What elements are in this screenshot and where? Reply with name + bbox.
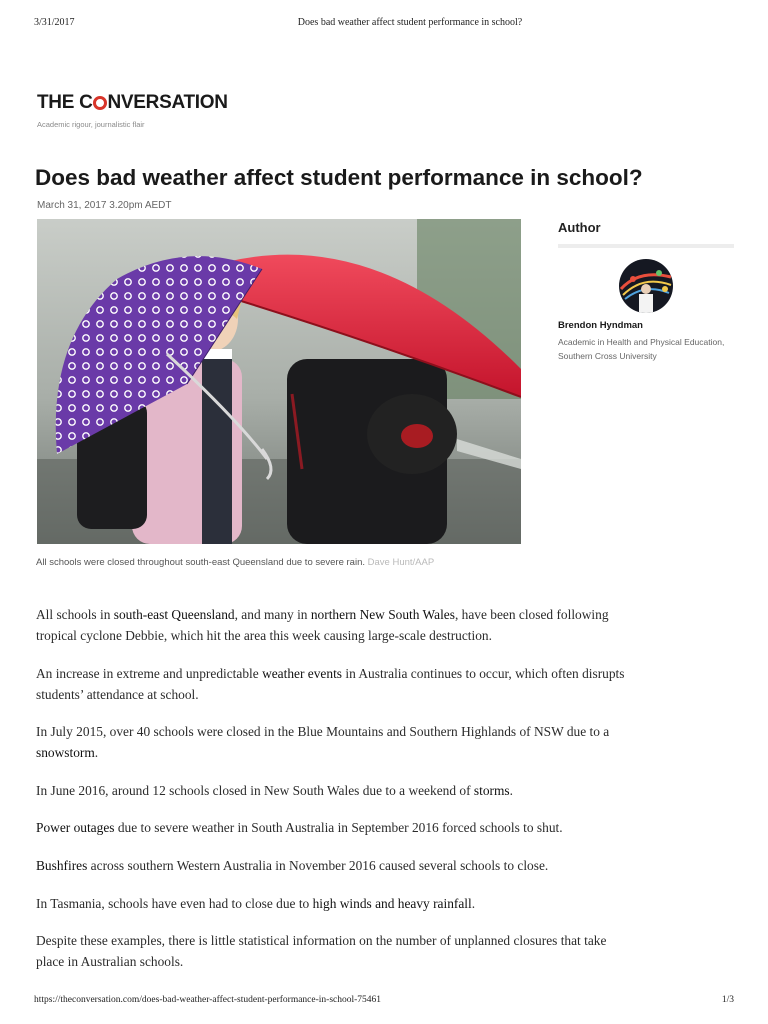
logo-text-start: THE C: [37, 92, 93, 113]
inline-link[interactable]: high winds and heavy rainfall: [312, 895, 472, 911]
author-avatar[interactable]: [619, 259, 673, 313]
page-number: 1/3: [721, 995, 734, 1005]
author-name[interactable]: Brendon Hyndman: [558, 320, 643, 331]
article-paragraph: [36, 930, 626, 972]
print-date: 3/31/2017: [34, 17, 75, 28]
caption-text: All schools were closed throughout south-east Queensland due to severe rain.: [36, 557, 366, 568]
image-caption: [36, 557, 434, 568]
article-paragraph: [36, 893, 626, 914]
paragraph-text: , and many in: [234, 607, 311, 622]
inline-link[interactable]: Bushfires: [36, 857, 88, 873]
print-url: https://theconversation.com/does-bad-weather-affect-student-performance-in-school-75461: [34, 995, 382, 1005]
site-tagline: Academic rigour, journalistic flair: [37, 120, 145, 129]
paragraph-text: In June 2016, around 12 schools closed in New South Wales due to a weekend of: [36, 782, 474, 798]
inline-link[interactable]: northern New South Wales: [310, 607, 455, 622]
inline-link[interactable]: south-east Queensland: [113, 607, 235, 622]
paragraph-text: , have been closed following tropical cyclone Debbie, which hit the area this week causing large-scale destruction.: [36, 607, 609, 643]
article-paragraph: [36, 604, 626, 646]
author-role: Academic in Health and Physical Education, Southern Cross University: [558, 337, 725, 361]
brand: [37, 92, 228, 129]
inline-link[interactable]: snowstorm: [36, 745, 95, 761]
photo-credit[interactable]: Dave Hunt/AAP: [367, 557, 435, 568]
inline-link[interactable]: Power outages: [36, 820, 115, 836]
paragraph-text: .: [471, 895, 476, 911]
article-body: [36, 604, 626, 989]
paragraph-text: In Tasmania, schools have even had to close due to: [36, 895, 313, 911]
print-title: Does bad weather affect student performance in school?: [297, 17, 523, 28]
inline-link[interactable]: weather events: [262, 665, 342, 681]
paragraph-text: In July 2015, over 40 schools were closed in the Blue Mountains and Southern Highlands of NSW due to a: [36, 724, 610, 740]
article-headline: Does bad weather affect student performance in school?: [35, 165, 643, 190]
hero-image: [37, 219, 521, 544]
paragraph-text: across southern Western Australia in November 2016 caused several schools to close.: [87, 857, 549, 873]
article-paragraph: [36, 721, 626, 763]
author-heading: Author: [558, 220, 734, 248]
inline-link[interactable]: storms: [473, 782, 510, 798]
article-paragraph: [36, 855, 626, 876]
paragraph-text: .: [509, 782, 513, 798]
paragraph-text: in Australia continues to occur, which often disrupts students’ attendance at school.: [36, 665, 625, 702]
article-paragraph: [36, 817, 626, 838]
author-panel: [558, 220, 734, 361]
publish-date: March 31, 2017 3.20pm AEDT: [37, 200, 172, 211]
article-paragraph: [36, 780, 626, 801]
hero-photo: [37, 219, 521, 544]
paragraph-text: Despite these examples, there is little statistical information on the number of unplanned closures that take place in Australian schools.: [36, 933, 607, 970]
article-paragraph: [36, 663, 626, 705]
paragraph-text: due to severe weather in South Australia in September 2016 forced schools to shut.: [114, 820, 563, 836]
site-logo[interactable]: [37, 92, 228, 114]
paragraph-text: .: [94, 745, 99, 761]
paragraph-text: All schools in: [36, 607, 114, 622]
logo-text-end: NVERSATION: [107, 92, 228, 113]
logo-ring-icon: [93, 96, 107, 110]
paragraph-text: An increase in extreme and unpredictable: [36, 665, 263, 681]
